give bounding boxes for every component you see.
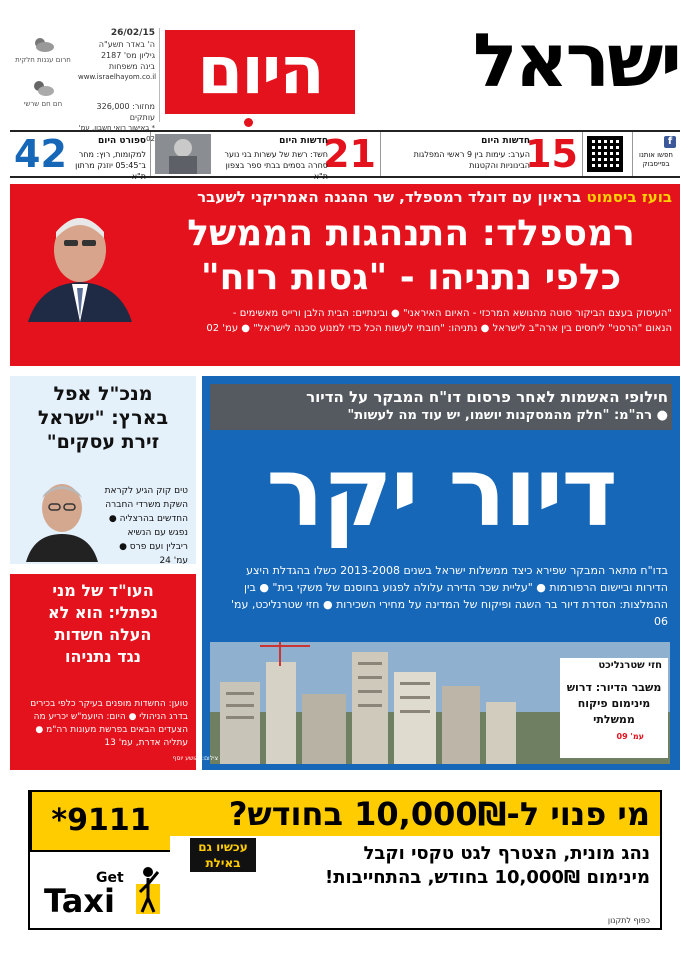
kicker-author: בועז ביסמוט bbox=[586, 188, 672, 206]
logo-taxi-text: Taxi bbox=[44, 882, 115, 920]
logo-get-text: Get bbox=[96, 870, 124, 886]
teaser-heading: חדשות היום bbox=[279, 136, 328, 146]
facebook-box[interactable] bbox=[632, 132, 680, 176]
qr-code-icon bbox=[587, 136, 623, 172]
apple-ceo-story[interactable] bbox=[10, 376, 196, 564]
rumsfeld-headline-line-2: כלפי נתניהו - "גסות רוח" bbox=[200, 257, 622, 298]
weather-top-text: חרום עננות חלקית bbox=[15, 56, 71, 64]
lawyer-headline-line-3: העלה חשדות bbox=[54, 625, 152, 644]
teaser-heading: חדשות היום bbox=[481, 136, 530, 146]
lawyer-headline-line-4: נגד נתניהו bbox=[65, 647, 141, 666]
opinion-author: חזי שטרנליכט bbox=[598, 660, 662, 671]
gett-logo bbox=[40, 858, 190, 918]
rumsfeld-headline-line-1: רמספלד: התנהגות הממשל bbox=[187, 213, 635, 254]
tim-cook-photo bbox=[18, 472, 104, 562]
gett-taxi-ad[interactable] bbox=[28, 790, 662, 930]
apple-headline-line-1: מנכ"ל אפל bbox=[53, 383, 153, 405]
teaser-number: 15 bbox=[525, 132, 578, 176]
ad-badge: עכשיו גם באילת bbox=[190, 838, 256, 872]
weather-bottom bbox=[10, 78, 76, 109]
hebrew-date: ה' באדר תשע"ה bbox=[98, 40, 155, 49]
ad-body: נהג מונית, הצטרף לגט טקסי וקבל מינימום 10,000₪ בחודש, בהתחייבות! bbox=[325, 843, 650, 888]
teaser-text: הערב: עימות בין 9 ראשי המפלגות הבינוניות והקטנות bbox=[413, 150, 530, 170]
masthead-title-red: היום bbox=[165, 30, 355, 114]
circulation: מחזור: 326,000 עותקים bbox=[96, 102, 155, 122]
teaser-photo bbox=[155, 134, 211, 174]
masthead-dot bbox=[244, 118, 253, 127]
apple-headline-line-2: בארץ: "ישראל bbox=[37, 407, 169, 429]
opinion-page: עמ' 09 bbox=[616, 732, 644, 741]
photo-credit: צילום: יהושע יוסף bbox=[172, 755, 218, 762]
qr-box[interactable] bbox=[582, 132, 632, 176]
rumsfeld-headline bbox=[156, 212, 666, 300]
rumsfeld-subtext bbox=[18, 306, 672, 336]
apple-headline-line-3: זירת עסקים" bbox=[46, 431, 160, 453]
weather-top bbox=[10, 34, 76, 65]
teaser-number: 42 bbox=[14, 132, 67, 176]
lawyer-headline-line-2: נפתלי: הוא לא bbox=[47, 603, 159, 622]
housing-opinion-box[interactable] bbox=[560, 658, 668, 758]
rumsfeld-photo bbox=[20, 198, 138, 322]
apple-headline bbox=[18, 382, 188, 454]
housing-headline: דיור יקר bbox=[266, 436, 616, 548]
weather-bottom-text: חם חם שרשי bbox=[23, 100, 63, 108]
ad-phone-number[interactable]: *9111 bbox=[30, 792, 170, 852]
housing-story[interactable] bbox=[172, 376, 680, 770]
ad-terms: כפוף לתקנון bbox=[607, 916, 650, 925]
price-line: בינה משפחות bbox=[108, 62, 155, 71]
teaser-heading: ספורט היום bbox=[98, 136, 146, 146]
teaser-2[interactable] bbox=[150, 132, 380, 181]
teaser-3[interactable] bbox=[10, 132, 150, 181]
facebook-text: חפשו אותנו בפייסבוק bbox=[639, 151, 673, 168]
rumsfeld-story[interactable] bbox=[10, 184, 680, 366]
teaser-1[interactable] bbox=[380, 132, 582, 176]
teaser-text: למקומות, רוץ: מחר ב־05:45 יוזנק מרתון ת"א bbox=[75, 150, 146, 181]
facebook-icon: f bbox=[664, 136, 676, 148]
lawyer-headline-line-1: העו"ד של מני bbox=[52, 581, 154, 600]
housing-kicker: חילופי האשמות לאחר פרסום דו"ח המבקר על הדיור bbox=[306, 388, 668, 406]
teaser-text: חשד: רשת של עשרות בני נוער סחרה בסמים בבתי ספר בצפון ת"א bbox=[224, 150, 328, 181]
ad-question: מי פנוי ל-10,000₪ בחודש? bbox=[228, 795, 650, 833]
teaser-number: 21 bbox=[323, 132, 376, 176]
issue-number: גיליון מס' 2187 bbox=[100, 51, 155, 60]
opinion-headline: משבר הדיור: דרוש מינימום פיקוח ממשלתי bbox=[566, 681, 662, 726]
housing-quote: ● רה"מ: "חלק מהמסקנות יושמו, יש עוד מה לעשות" bbox=[347, 408, 668, 423]
circulation-note: * באישור רואי חשבון, עמ' 02 bbox=[78, 124, 155, 143]
issue-date: 26/02/15 bbox=[110, 28, 155, 38]
teaser-strip bbox=[10, 130, 680, 181]
rumsfeld-sub-line-2: הנאום "הרסני" ליחסים בין ארה"ב לישראל ● נתניהו: "חובתי לעשות הכל כדי למנוע סכנה לישראל" ● עמ' 02 bbox=[206, 323, 672, 334]
sun-cloud-icon bbox=[30, 78, 56, 98]
kicker-text: בראיון עם דונלד רמספלד, שר ההגנה האמריקני לשעבר bbox=[197, 188, 582, 206]
site-url: www.israelhayom.co.il bbox=[78, 73, 157, 81]
rumsfeld-sub-line-1: "העיסוק בעצם הביקור סוטה מהנושא המרכזי - האיום האיראני" ● ובינתיים: הבית הלבן ורייס מאשימים - bbox=[232, 308, 672, 319]
partly-cloudy-icon bbox=[30, 34, 56, 54]
apple-body: טים קוק הגיע לקראת השקת משרדי החברה החדשים בהרצליה ● נפגש עם הנשיא ריבלין ועם פרס ● עמ' 24 bbox=[104, 486, 188, 566]
housing-body: בדו"ח מתאר המבקר שפירא כיצד ממשלות ישראל בשנים 2013-2008 כשלו בהגדלת היצע הדירות וביישום הרפורמות ● "עליית שכר הדירה עלולה לפגוע בחוסנם של משקי בית" ● בין ההמלצות: הסדרת דיור בר השגה ופיקוח של המדינה על מחירי השכירות ● חזי שטרנליכט, עמ' 06 bbox=[230, 564, 668, 628]
lawyer-headline bbox=[18, 580, 188, 668]
masthead-title-black: ישראל bbox=[472, 18, 679, 104]
lawyer-body: טוען: החשדות מופנים בעיקר כלפי בכירים בדרג הניהולי ● היום: היועמ"ש יכריע מה הצעדים הבאים בפרשת מעונות רה"מ ● עתליה אדרת, עמ' 13 bbox=[30, 699, 188, 748]
lawyer-story[interactable] bbox=[10, 574, 196, 770]
